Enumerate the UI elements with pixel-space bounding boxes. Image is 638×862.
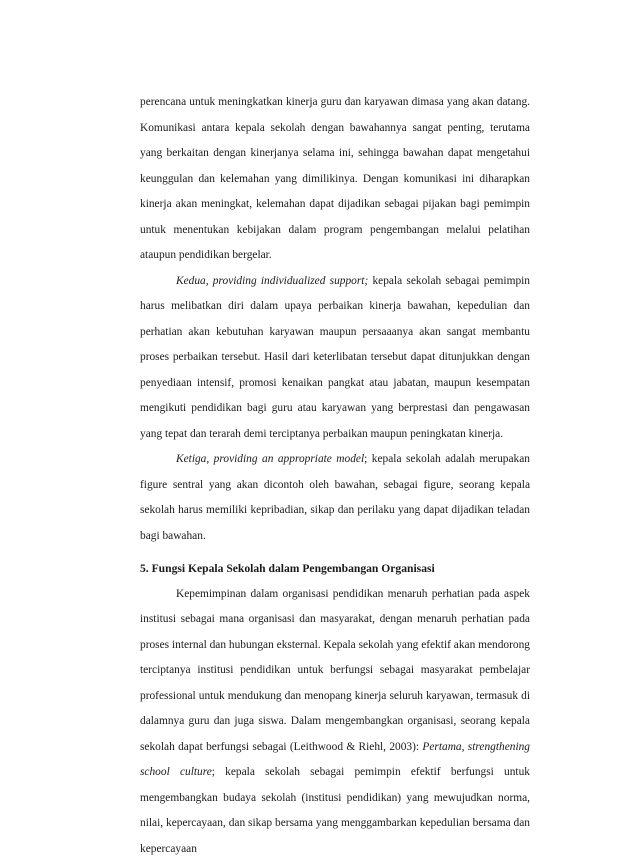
paragraph-ketiga <box>140 447 530 549</box>
paragraph-continuation: perencana untuk meningkatkan kinerja guru dan karyawan dimasa yang akan datang. Komunikasi antara kepala sekolah dengan bawahannya sangat penting, terutama yang berkaitan dengan kinerjanya selama ini, sehingga bawahan dapat mengetahui keunggulan dan kelemahan yang dimilikinya. Dengan komunikasi ini diharapkan kinerja akan meningkat, kelemahan dapat dijadikan sebagai pijakan bagi pemimpin untuk menentukan kebijakan dalam program pengembangan melalui pelatihan ataupun pendidikan bergelar. <box>140 90 530 269</box>
paragraph-kepemimpinan <box>140 582 530 862</box>
paragraph-kedua <box>140 269 530 448</box>
section-heading: 5. Fungsi Kepala Sekolah dalam Pengembangan Organisasi <box>140 556 530 582</box>
paragraph-kedua-text: kepala sekolah sebagai pemimpin harus melibatkan diri dalam upaya perbaikan kinerja bawahan, kepedulian dan perhatian akan kebutuhan karyawan maupun persaaanya akan sangat membantu proses perbaikan tersebut. Hasil dari keterlibatan tersebut dapat ditunjukkan dengan penyediaan intensif, promosi kenaikan pangkat atau jabatan, maupun kesempatan mengikuti pendidikan bagi guru atau karyawan yang berprestasi dan pengawasan yang tepat dan terarah demi terciptanya perbaikan maupun peningkatan kinerja. <box>140 275 530 440</box>
paragraph-ketiga-lead: Ketiga, providing an appropriate model <box>176 453 364 465</box>
paragraph-kepemimpinan-italic: Pertama, strengthening school culture <box>140 741 530 779</box>
paragraph-ketiga-text: ; kepala sekolah adalah merupakan figure sentral yang akan dicontoh oleh bawahan, sebagai figure, seorang kepala sekolah harus memiliki kepribadian, sikap dan perilaku yang dapat dijadikan teladan bagi bawahan. <box>140 453 530 542</box>
paragraph-kedua-lead: Kedua, providing individualized support; <box>176 275 368 287</box>
paragraph-kepemimpinan-text-before: Kepemimpinan dalam organisasi pendidikan menaruh perhatian pada aspek institusi sebagai mana organisasi dan masyarakat, dengan menaruh perhatian pada proses internal dan hubungan eksternal. Kepala sekolah yang efektif akan mendorong terciptanya institusi pendidikan untuk berfungsi sebagai masyarakat pembelajar professional untuk mendukung dan menopang kinerja seluruh karyawan, termasuk di dalamnya guru dan juga siswa. Dalam mengembangkan organisasi, seorang kepala sekolah dapat berfungsi sebagai (Leithwood & Riehl, 2003): <box>140 588 530 753</box>
paragraph-kepemimpinan-text-after: ; kepala sekolah sebagai pemimpin efektif berfungsi untuk mengembangkan budaya sekolah (institusi pendidikan) yang mewujudkan norma, nilai, kepercayaan, dan sikap bersama yang menggambarkan kepedulian bersama dan kepercayaan <box>140 766 530 855</box>
document-page <box>140 90 530 862</box>
